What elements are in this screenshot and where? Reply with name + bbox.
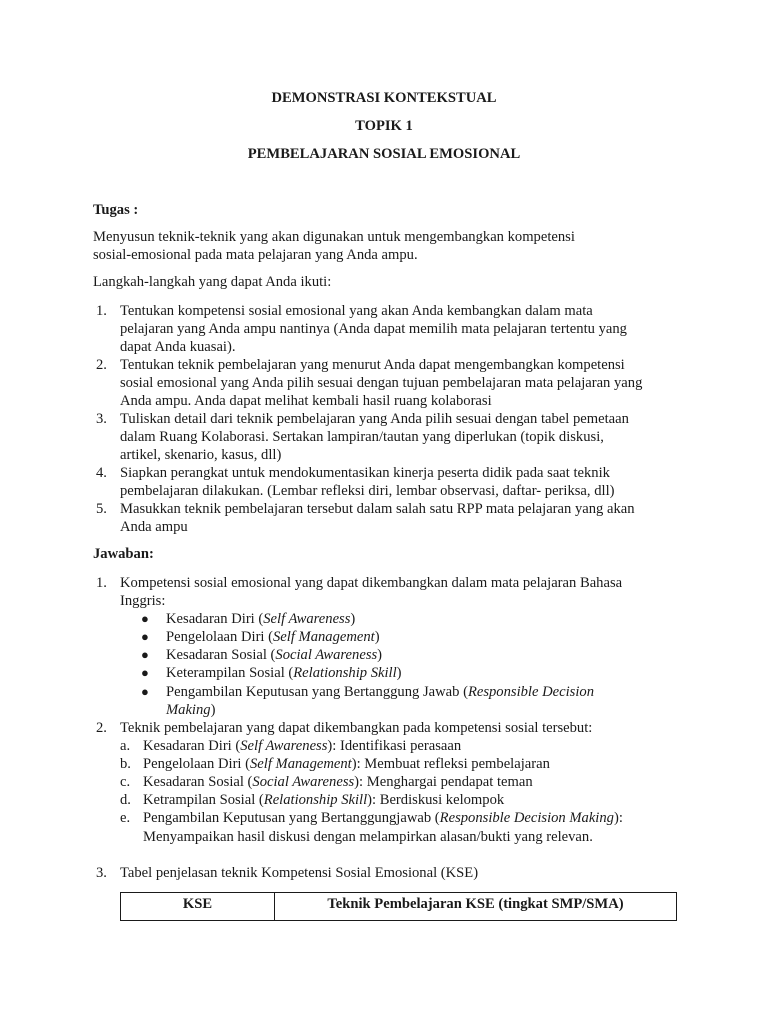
competency-bullet [166, 664, 686, 682]
step-line: Siapkan perangkat untuk mendokumentasikan kinerja peserta didik pada saat teknik [120, 465, 610, 481]
technique-description: ): Berdiskusi kelompok [367, 792, 505, 808]
letter-marker: e. [120, 810, 131, 826]
bullet-dot-icon: ● [141, 647, 149, 662]
bullet-english-term: Self Management [273, 629, 375, 645]
bullet-text: Kesadaran Sosial ( [166, 647, 276, 663]
table-header-kse: KSE [121, 893, 275, 921]
technique-text: Pengambilan Keputusan yang Bertanggungjawab ( [143, 810, 440, 826]
step-line: pembelajaran dilakukan. (Lembar refleksi diri, lembar observasi, daftar- periksa, dll) [120, 483, 615, 499]
bullet-english-term: Self Awareness [263, 611, 351, 627]
step-line: artikel, skenario, kasus, dll) [120, 447, 282, 463]
step-number: 2. [96, 357, 107, 373]
bullet-close: ) [374, 629, 380, 645]
technique-description: ): [613, 810, 623, 826]
letter-marker: b. [120, 756, 131, 772]
technique-item [143, 737, 683, 755]
step-number: 3. [96, 411, 107, 427]
technique-english-term: Self Management [250, 756, 352, 772]
step-line: sosial emosional yang Anda pilih sesuai dengan tujuan pembelajaran mata pelajaran yang [120, 375, 643, 391]
bullet-text: Kesadaran Diri ( [166, 611, 264, 627]
technique-text: Kesadaran Diri ( [143, 738, 241, 754]
bullet-close: ) [350, 611, 356, 627]
tugas-label: Tugas : [93, 202, 139, 218]
kse-table [120, 892, 677, 921]
letter-marker: d. [120, 792, 131, 808]
answer-number: 3. [96, 865, 107, 881]
tugas-description-line1: Menyusun teknik-teknik yang akan digunakan untuk mengembangkan kompetensi [93, 229, 575, 245]
technique-english-term: Responsible Decision Making [439, 810, 614, 826]
step-number: 1. [96, 303, 107, 319]
technique-description: ): Membuat refleksi pembelajaran [351, 756, 550, 772]
bullet-english-term: Responsible Decision [467, 684, 594, 700]
answer-number: 1. [96, 575, 107, 591]
technique-item [143, 809, 683, 827]
competency-bullet-continuation [166, 701, 686, 719]
answer-line: Inggris: [120, 593, 166, 609]
table-header-row [121, 893, 677, 921]
technique-item-continuation: Menyampaikan hasil diskusi dengan melampirkan alasan/bukti yang relevan. [143, 829, 593, 845]
step-number: 5. [96, 501, 107, 517]
answer-line: Kompetensi sosial emosional yang dapat dikembangkan dalam mata pelajaran Bahasa [120, 575, 623, 591]
step-line: pelajaran yang Anda ampu nantinya (Anda dapat memilih mata pelajaran tertentu yang [120, 321, 627, 337]
step-line: Anda ampu. Anda dapat melihat kembali hasil ruang kolaborasi [120, 393, 492, 409]
technique-item [143, 773, 683, 791]
bullet-close: ) [396, 665, 402, 681]
bullet-close: ) [377, 647, 383, 663]
bullet-dot-icon: ● [141, 665, 149, 680]
bullet-dot-icon: ● [141, 629, 149, 644]
bullet-text: Pengambilan Keputusan yang Bertanggung Jawab ( [166, 684, 468, 700]
technique-item [143, 755, 683, 773]
technique-description: ): Menghargai pendapat teman [354, 774, 533, 790]
tugas-description-line2: sosial-emosional pada mata pelajaran yang Anda ampu. [93, 247, 418, 263]
step-line: Masukkan teknik pembelajaran tersebut dalam salah satu RPP mata pelajaran yang akan [120, 501, 635, 517]
competency-bullet [166, 683, 686, 701]
technique-description: ): Identifikasi perasaan [327, 738, 462, 754]
bullet-dot-icon: ● [141, 684, 149, 699]
competency-bullet [166, 646, 686, 664]
doc-subtitle: PEMBELAJARAN SOSIAL EMOSIONAL [247, 146, 521, 162]
bullet-english-term: Making [166, 702, 211, 718]
table-header-technique: Teknik Pembelajaran KSE (tingkat SMP/SMA) [275, 893, 677, 921]
answer-number: 2. [96, 720, 107, 736]
doc-title: DEMONSTRASI KONTEKSTUAL [271, 90, 497, 106]
bullet-text: Keterampilan Sosial ( [166, 665, 294, 681]
step-number: 4. [96, 465, 107, 481]
step-line: Tuliskan detail dari teknik pembelajaran yang Anda pilih sesuai dengan tabel pemetaan [120, 411, 629, 427]
technique-text: Kesadaran Sosial ( [143, 774, 253, 790]
technique-text: Ketrampilan Sosial ( [143, 792, 264, 808]
technique-text: Pengelolaan Diri ( [143, 756, 250, 772]
doc-topic: TOPIK 1 [355, 118, 413, 134]
technique-item [143, 791, 683, 809]
answer-line: Teknik pembelajaran yang dapat dikembangkan pada kompetensi sosial tersebut: [120, 720, 593, 736]
technique-english-term: Self Awareness [240, 738, 328, 754]
answer-line: Tabel penjelasan teknik Kompetensi Sosial Emosional (KSE) [120, 865, 479, 881]
technique-english-term: Social Awareness [252, 774, 355, 790]
step-line: Anda ampu [120, 519, 188, 535]
bullet-english-term: Relationship Skill [293, 665, 397, 681]
competency-bullet [166, 628, 686, 646]
letter-marker: a. [120, 738, 131, 754]
bullet-english-term: Social Awareness [275, 647, 378, 663]
bullet-close: ) [210, 702, 216, 718]
bullet-dot-icon: ● [141, 611, 149, 626]
step-line: Tentukan teknik pembelajaran yang menurut Anda dapat mengembangkan kompetensi [120, 357, 625, 373]
competency-bullet [166, 610, 686, 628]
step-line: Tentukan kompetensi sosial emosional yang akan Anda kembangkan dalam mata [120, 303, 593, 319]
step-line: dapat Anda kuasai). [120, 339, 236, 355]
jawaban-label: Jawaban: [93, 546, 154, 562]
steps-intro: Langkah-langkah yang dapat Anda ikuti: [93, 274, 332, 290]
technique-english-term: Relationship Skill [263, 792, 368, 808]
bullet-text: Pengelolaan Diri ( [166, 629, 273, 645]
letter-marker: c. [120, 774, 131, 790]
step-line: dalam Ruang Kolaborasi. Sertakan lampiran/tautan yang diperlukan (topik diskusi, [120, 429, 604, 445]
